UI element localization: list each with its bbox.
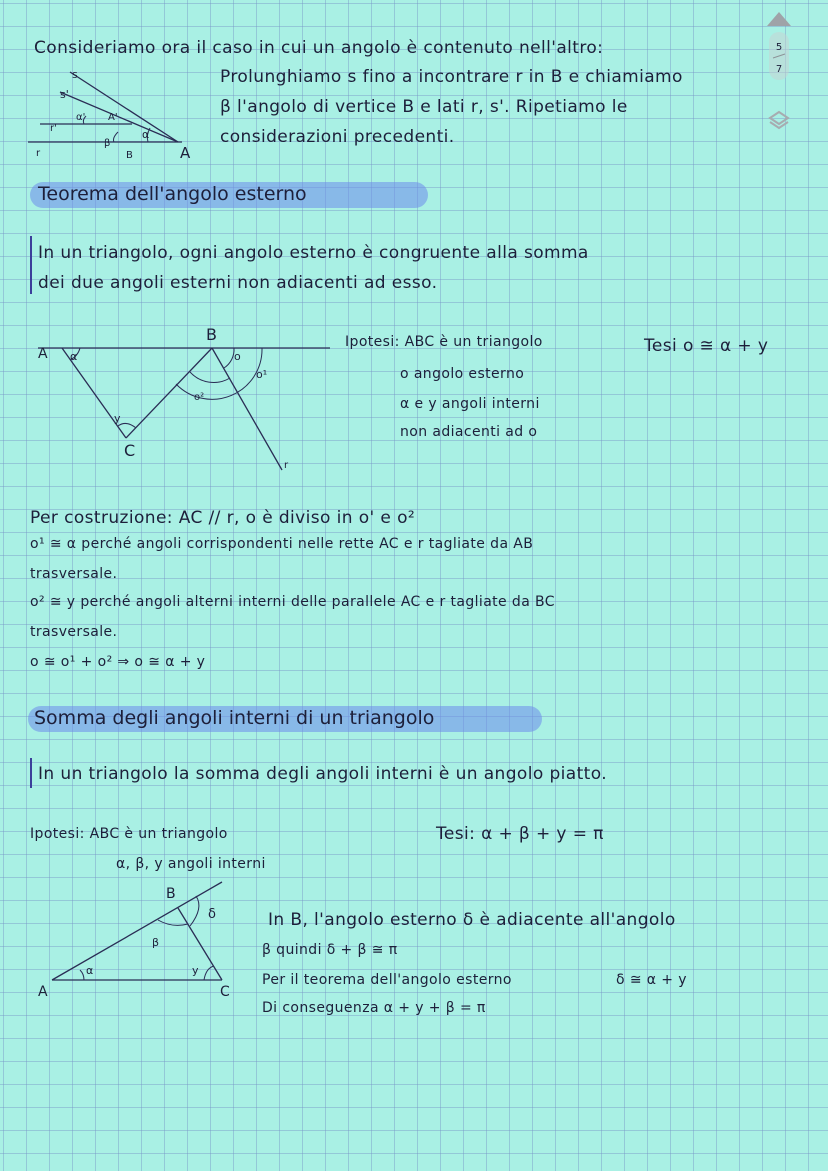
label-s: s bbox=[72, 68, 78, 81]
proof1-line-6: o ≅ o¹ + o² ⇒ o ≅ α + y bbox=[30, 654, 206, 670]
thesis1: Tesi o ≅ α + y bbox=[644, 336, 769, 356]
label-alpha1: α' bbox=[76, 112, 86, 123]
statement2-bar bbox=[30, 758, 32, 788]
statement1-line-1: In un triangolo, ogni angolo esterno è congruente alla somma bbox=[38, 243, 589, 263]
angle-gamma-arc bbox=[118, 423, 136, 428]
angle-o2-arc bbox=[190, 372, 230, 382]
page-up-icon[interactable] bbox=[767, 12, 791, 26]
label-point-b: B bbox=[126, 150, 133, 161]
label-b: B bbox=[206, 325, 217, 344]
label-point-a: A bbox=[180, 144, 191, 162]
exterior-angle-figure bbox=[0, 320, 340, 480]
label-beta: β bbox=[152, 936, 160, 949]
label-beta: β bbox=[104, 138, 111, 149]
hypothesis1-line-4: non adiacenti ad o bbox=[400, 424, 538, 440]
proof1-line-5: trasversale. bbox=[30, 624, 118, 640]
hypothesis1-label: Ipotesi: ABC è un triangolo bbox=[345, 334, 543, 350]
proof2-line-3b: δ ≅ α + y bbox=[616, 972, 687, 988]
intro-line-2: Prolunghiamo s fino a incontrare r in B e chiamiamo bbox=[220, 67, 683, 87]
angle-gamma-arc bbox=[204, 966, 214, 980]
page-current: 5 bbox=[775, 42, 783, 53]
label-delta: δ bbox=[208, 907, 216, 922]
label-point-a1: A' bbox=[108, 112, 118, 123]
proof2-line-1: In B, l'angolo esterno δ è adiacente all'angolo bbox=[268, 910, 676, 930]
section2-heading-text: Somma degli angoli interni di un triangolo bbox=[34, 707, 435, 729]
angle-delta-arc bbox=[190, 896, 199, 926]
intro-line-3: β l'angolo di vertice B e lati r, s'. Ripetiamo le bbox=[220, 97, 628, 117]
intro-line-1: Consideriamo ora il caso in cui un angolo è contenuto nell'altro: bbox=[34, 38, 604, 58]
line-r bbox=[212, 348, 282, 470]
angle-beta-arc bbox=[158, 920, 188, 925]
label-c: C bbox=[220, 984, 230, 1000]
label-r-prime: r' bbox=[50, 123, 57, 134]
proof1-line-4: o² ≅ y perché angoli alterni interni delle parallele AC e r tagliate da BC bbox=[30, 594, 555, 610]
hypothesis2-line-2: α, β, y angoli interni bbox=[116, 856, 266, 872]
layers-icon[interactable] bbox=[770, 112, 788, 128]
label-alpha: α bbox=[86, 964, 94, 977]
navigator-graphic bbox=[764, 8, 794, 128]
label-o: o bbox=[234, 350, 241, 363]
angle-o-arc bbox=[176, 348, 262, 399]
label-gamma: y bbox=[114, 412, 121, 425]
label-b: B bbox=[166, 886, 176, 902]
label-alpha: α bbox=[70, 350, 78, 363]
line-s bbox=[70, 72, 178, 142]
proof1-line-2: o¹ ≅ α perché angoli corrispondenti nelle rette AC e r tagliate da AB bbox=[30, 536, 534, 552]
section1-heading-text: Teorema dell'angolo esterno bbox=[38, 183, 307, 205]
proof1-line-3: trasversale. bbox=[30, 566, 118, 582]
angle-beta-arc bbox=[114, 132, 119, 142]
angle-o1-arc bbox=[224, 348, 234, 368]
proof2-line-4: Di conseguenza α + y + β = π bbox=[262, 1000, 486, 1016]
intro-figure bbox=[0, 0, 210, 175]
label-o2: o² bbox=[194, 392, 205, 403]
intro-line-4: considerazioni precedenti. bbox=[220, 127, 455, 147]
label-s-prime: s' bbox=[60, 88, 69, 101]
label-r: r bbox=[284, 460, 289, 471]
statement2-text: In un triangolo la somma degli angoli interni è un angolo piatto. bbox=[38, 764, 608, 784]
statement1-line-2: dei due angoli esterni non adiacenti ad esso. bbox=[38, 273, 438, 293]
page-total: 7 bbox=[775, 64, 783, 75]
label-r: r bbox=[36, 148, 41, 159]
angle-sum-figure bbox=[0, 870, 260, 1010]
thesis2: Tesi: α + β + y = π bbox=[436, 824, 604, 844]
label-alpha: α bbox=[142, 128, 150, 141]
label-o1: o¹ bbox=[256, 368, 268, 381]
proof1-line-1: Per costruzione: AC // r, o è diviso in o' e o² bbox=[30, 508, 416, 528]
proof2-line-3: Per il teorema dell'angolo esterno bbox=[262, 972, 512, 988]
statement1-bar bbox=[30, 236, 32, 294]
label-a: A bbox=[38, 346, 48, 362]
section1-heading bbox=[30, 182, 428, 208]
hypothesis1-line-3: α e y angoli interni bbox=[400, 396, 540, 412]
label-a: A bbox=[38, 984, 48, 1000]
hypothesis2-line-1: Ipotesi: ABC è un triangolo bbox=[30, 826, 228, 842]
label-c: C bbox=[124, 441, 136, 460]
hypothesis1-line-2: o angolo esterno bbox=[400, 366, 525, 382]
label-gamma: y bbox=[192, 964, 199, 977]
proof2-line-2: β quindi δ + β ≅ π bbox=[262, 942, 398, 958]
section2-heading bbox=[28, 706, 542, 732]
angle-alpha-arc bbox=[80, 970, 84, 980]
